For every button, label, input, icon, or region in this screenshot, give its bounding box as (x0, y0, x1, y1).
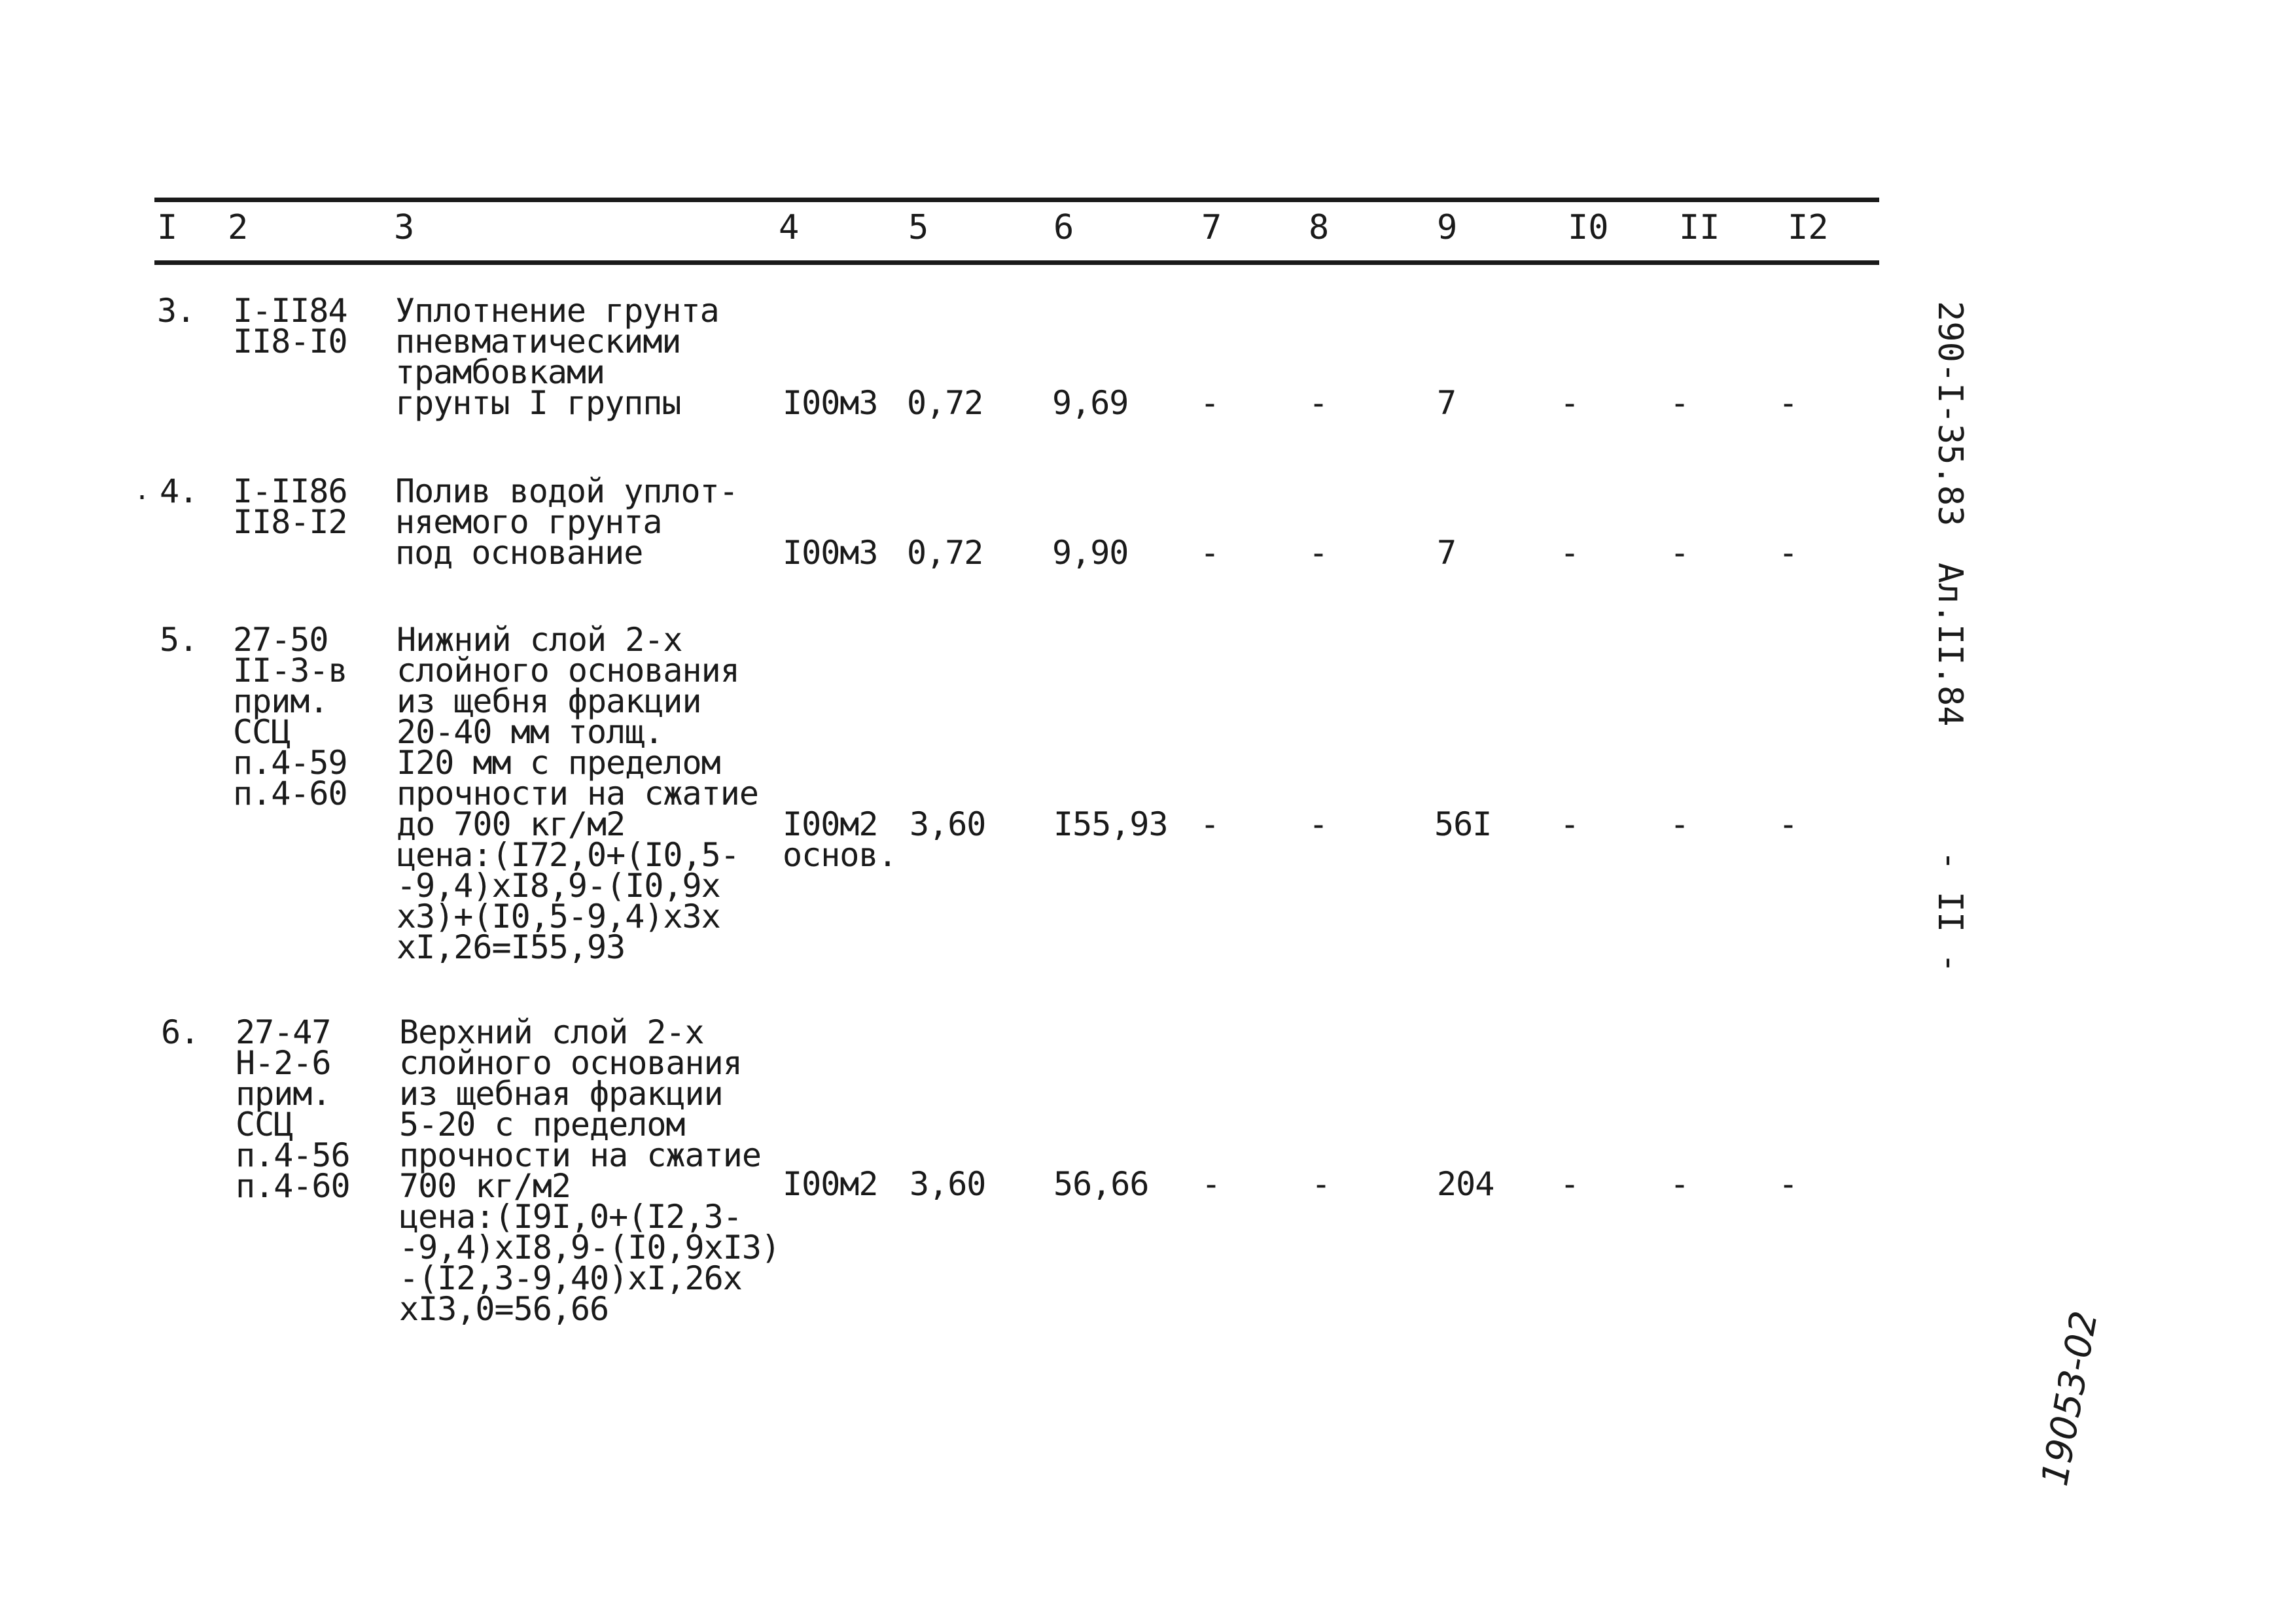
stray-mark: · (134, 483, 150, 513)
unit: I00м2 (783, 1165, 878, 1203)
row-number: 5. (160, 621, 198, 659)
col-12-value: - (1778, 534, 1798, 572)
quantity: 0,72 (907, 534, 983, 572)
quantity: 0,72 (907, 384, 983, 422)
col-header-11: II (1679, 208, 1720, 247)
col-header-5: 5 (908, 208, 929, 247)
col-7-value: - (1200, 384, 1220, 422)
col-9-value: 7 (1437, 534, 1457, 572)
unit: I00м3 (783, 534, 878, 572)
col-10-value: - (1560, 805, 1580, 843)
work-description: Полив водой уплот- няемого грунта под основание (395, 472, 738, 572)
col-header-9: 9 (1437, 208, 1458, 247)
col-11-value: - (1670, 805, 1689, 843)
unit-price: 56,66 (1053, 1165, 1149, 1203)
col-8-value: - (1309, 384, 1328, 422)
col-11-value: - (1670, 534, 1689, 572)
unit: I00м3 (783, 384, 878, 422)
work-description: Нижний слой 2-х слойного основания из щебня фракции 20-40 мм толщ. I20 мм с пределом прочности на сжатие до 700 кг/м2 цена:(I72,0+(I0,5- -9,4)xI8,9-(I0,9x x3)+(I0,5-9,4)x3x xI,26=I55,93 (397, 621, 758, 966)
document-code: 290-I-35.83 (1930, 301, 1969, 527)
quantity: 3,60 (910, 1165, 986, 1203)
table-top-rule (154, 198, 1879, 202)
work-description: Верхний слой 2-х слойного основания из щебная фракции 5-20 с пределом прочности на сжатие 700 кг/м2 цена:(I9I,0+(I2,3- -9,4)xI8,9-(I0,9xI3) -(I2,3-9,40)xI,26x xI3,0=56,66 (399, 1013, 781, 1328)
col-7-value: - (1200, 534, 1220, 572)
col-11-value: - (1670, 1165, 1689, 1203)
col-header-2: 2 (228, 208, 249, 247)
row-number: 6. (161, 1013, 200, 1051)
unit-price: I55,93 (1053, 805, 1168, 843)
album-number: Ал.II.84 (1930, 563, 1969, 727)
col-7-value: - (1200, 805, 1220, 843)
col-8-value: - (1311, 1165, 1331, 1203)
col-8-value: - (1309, 805, 1328, 843)
col-10-value: - (1560, 1165, 1580, 1203)
col-11-value: - (1670, 384, 1689, 422)
work-description: Уплотнение грунта пневматическими трамбовками грунты I группы (395, 292, 719, 422)
col-9-value: 56I (1434, 805, 1492, 843)
row-number: 4. (160, 472, 198, 510)
col-7-value: - (1201, 1165, 1221, 1203)
rate-code: 27-50 II-3-в прим. ССЦ п.4-59 п.4-60 (233, 621, 347, 812)
unit-price: 9,90 (1052, 534, 1129, 572)
col-10-value: - (1560, 534, 1580, 572)
row-number: 3. (157, 292, 196, 330)
col-12-value: - (1778, 805, 1798, 843)
unit: I00м2 основ. (783, 805, 897, 874)
quantity: 3,60 (910, 805, 986, 843)
col-8-value: - (1309, 534, 1328, 572)
rate-code: I-II84 II8-I0 (233, 292, 347, 360)
col-10-value: - (1560, 384, 1580, 422)
col-header-12: I2 (1788, 208, 1829, 247)
col-header-1: I (157, 208, 178, 247)
col-header-10: I0 (1568, 208, 1609, 247)
col-header-7: 7 (1201, 208, 1222, 247)
col-header-6: 6 (1053, 208, 1074, 247)
col-header-3: 3 (394, 208, 415, 247)
unit-price: 9,69 (1052, 384, 1129, 422)
inventory-stamp: 19053-02 (2034, 1308, 2106, 1490)
col-9-value: 7 (1437, 384, 1457, 422)
col-header-8: 8 (1309, 208, 1330, 247)
col-9-value: 204 (1437, 1165, 1494, 1203)
rate-code: 27-47 Н-2-6 прим. ССЦ п.4-56 п.4-60 (236, 1013, 350, 1205)
rate-code: I-II86 II8-I2 (233, 472, 347, 541)
page-number: - II - (1930, 850, 1969, 973)
col-header-4: 4 (779, 208, 800, 247)
col-12-value: - (1778, 384, 1798, 422)
col-12-value: - (1778, 1165, 1798, 1203)
header-bottom-rule (154, 260, 1879, 265)
